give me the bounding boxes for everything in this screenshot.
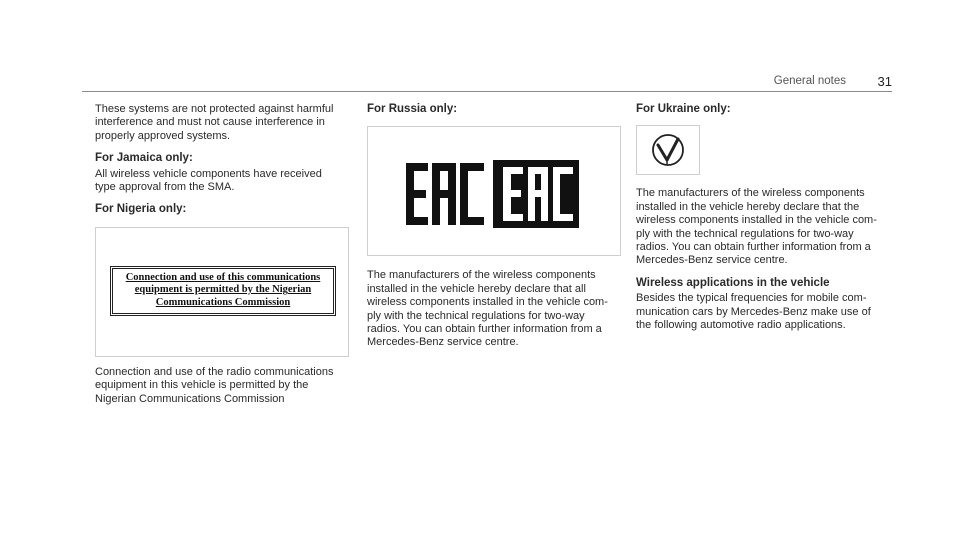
nigeria-label-image: [95, 227, 349, 357]
section-title: General notes: [773, 75, 846, 87]
header-rule: [82, 91, 892, 92]
ukraine-conformity-icon: [637, 126, 699, 174]
column-3: [636, 103, 898, 332]
nigeria-heading: For Nigeria only:: [95, 203, 187, 216]
column-1: [95, 103, 353, 406]
page-header: [82, 75, 892, 91]
jamaica-text: All wireless vehicle components have received type approval from the SMA.: [95, 167, 322, 194]
eac-mark-image: [367, 126, 621, 256]
eac-mark-icon: [368, 127, 620, 255]
jamaica-heading: For Jamaica only:: [95, 152, 193, 165]
ukraine-mark-image: [636, 125, 700, 175]
russia-text: The manufacturers of the wireless components installed in the vehicle hereby declare that all wireless components installed in the vehicle com- ply with the technical regulations for two-way radios. You can obtain further information from a Mercedes-Benz service centre.: [367, 269, 608, 349]
wireless-text: Besides the typical frequencies for mobile com- munication cars by Mercedes-Benz make use of the following automotive radio applications.: [636, 292, 871, 332]
nigeria-label-frame: Connection and use of this communications equipment is permitted by the Nigerian Communications Commission: [110, 266, 336, 316]
page-number: 31: [877, 74, 892, 89]
wireless-heading: Wireless applications in the vehicle: [636, 276, 830, 289]
ukraine-heading: For Ukraine only:: [636, 103, 731, 115]
column-2: [367, 103, 629, 350]
nigeria-caption: Connection and use of the radio communications equipment in this vehicle is permitted by the Nigerian Communications Commission: [95, 365, 334, 405]
russia-heading: For Russia only:: [367, 103, 458, 115]
ukraine-text: The manufacturers of the wireless components installed in the vehicle hereby declare that the wireless components installed in the vehicle com- ply with the technical regulations for two-way radios. You can obtain further information from a Mercedes-Benz service centre.: [636, 187, 877, 267]
intro-paragraph: These systems are not protected against harmful interference and must not cause interference in properly approved systems.: [95, 103, 334, 142]
